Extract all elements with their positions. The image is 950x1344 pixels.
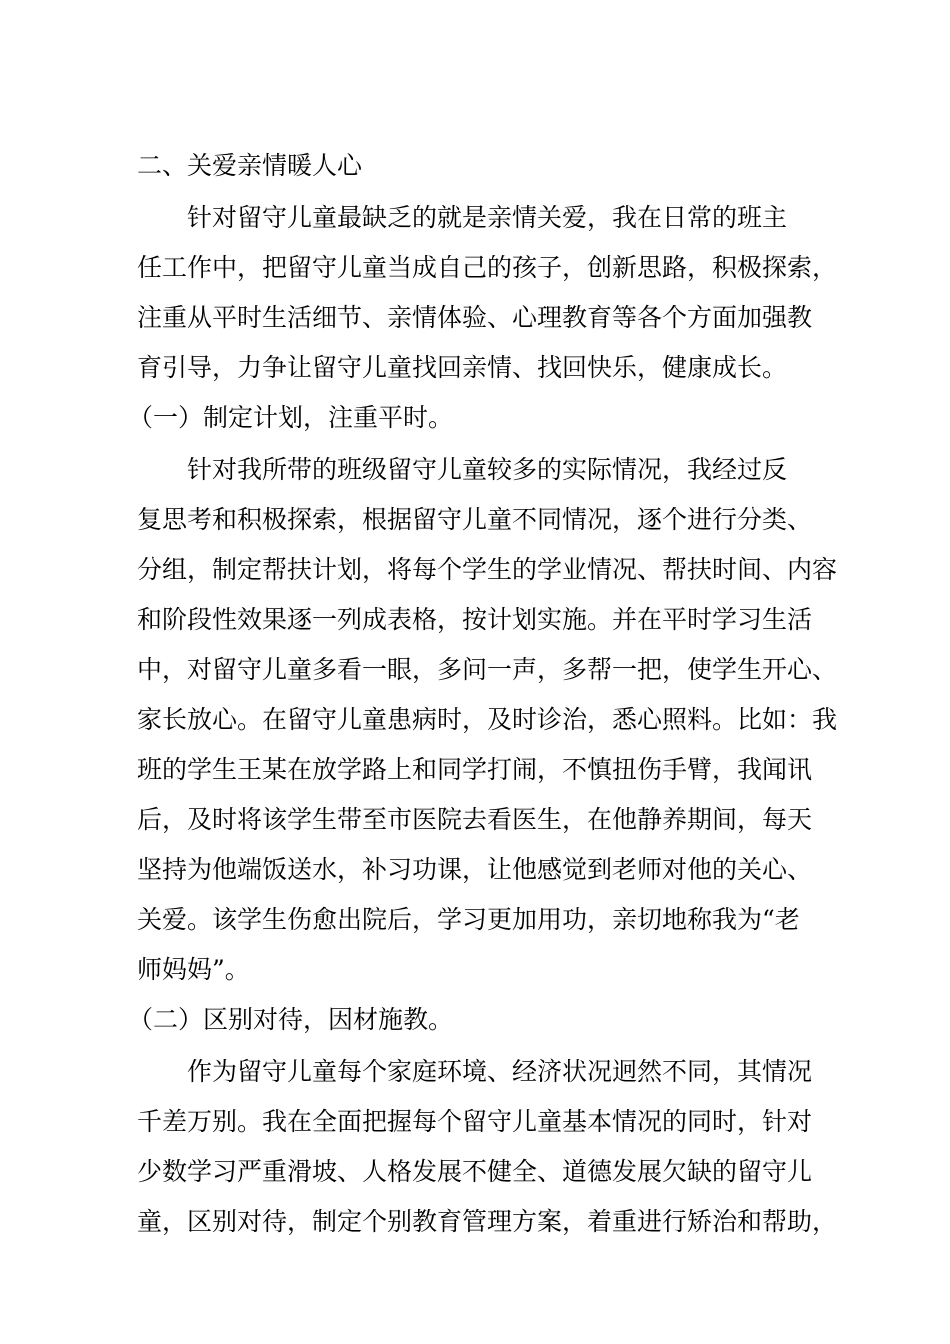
paragraph-line: 针对我所带的班级留守儿童较多的实际情况，我经过反 <box>187 455 788 484</box>
paragraph-line: 千差万别。我在全面把握每个留守儿童基本情况的同时，针对 <box>137 1107 813 1136</box>
paragraph-line: 作为留守儿童每个家庭环境、经济状况迥然不同，其情况 <box>187 1057 813 1086</box>
paragraph-line: 分组，制定帮扶计划，将每个学生的学业情况、帮扶时间、内容 <box>137 555 838 584</box>
paragraph-line: 童，区别对待，制定个别教育管理方案，着重进行矫治和帮助， <box>137 1207 838 1236</box>
paragraph-line: 育引导，力争让留守儿童找回亲情、找回快乐，健康成长。 <box>137 353 788 382</box>
subsection-heading: （二）区别对待，因材施教。 <box>128 1005 454 1034</box>
paragraph-line: 少数学习严重滑坡、人格发展不健全、道德发展欠缺的留守儿 <box>137 1157 813 1186</box>
paragraph-line: 复思考和积极探索，根据留守儿童不同情况，逐个进行分类、 <box>137 505 813 534</box>
paragraph-line: 和阶段性效果逐一列成表格，按计划实施。并在平时学习生活 <box>137 605 813 634</box>
paragraph-line: 针对留守儿童最缺乏的就是亲情关爱，我在日常的班主 <box>187 203 788 232</box>
paragraph-line: 关爱。该学生伤愈出院后，学习更加用功，亲切地称我为“老 <box>137 905 800 934</box>
paragraph-line: 后，及时将该学生带至市医院去看医生，在他静养期间，每天 <box>137 805 813 834</box>
paragraph-line: 中，对留守儿童多看一眼，多问一声，多帮一把，使学生开心、 <box>137 655 838 684</box>
paragraph-line: 任工作中，把留守儿童当成自己的孩子，创新思路，积极探索， <box>137 253 838 282</box>
paragraph-line: 坚持为他端饭送水，补习功课，让他感觉到老师对他的关心、 <box>137 855 813 884</box>
paragraph-line: 家长放心。在留守儿童患病时，及时诊治，悉心照料。比如：我 <box>137 705 838 734</box>
paragraph-line: 师妈妈”。 <box>137 955 250 984</box>
section-heading: 二、关爱亲情暖人心 <box>137 151 363 180</box>
subsection-heading: （一）制定计划，注重平时。 <box>128 403 454 432</box>
paragraph-line: 注重从平时生活细节、亲情体验、心理教育等各个方面加强教 <box>137 303 813 332</box>
paragraph-line: 班的学生王某在放学路上和同学打闹，不慎扭伤手臂，我闻讯 <box>137 755 813 784</box>
